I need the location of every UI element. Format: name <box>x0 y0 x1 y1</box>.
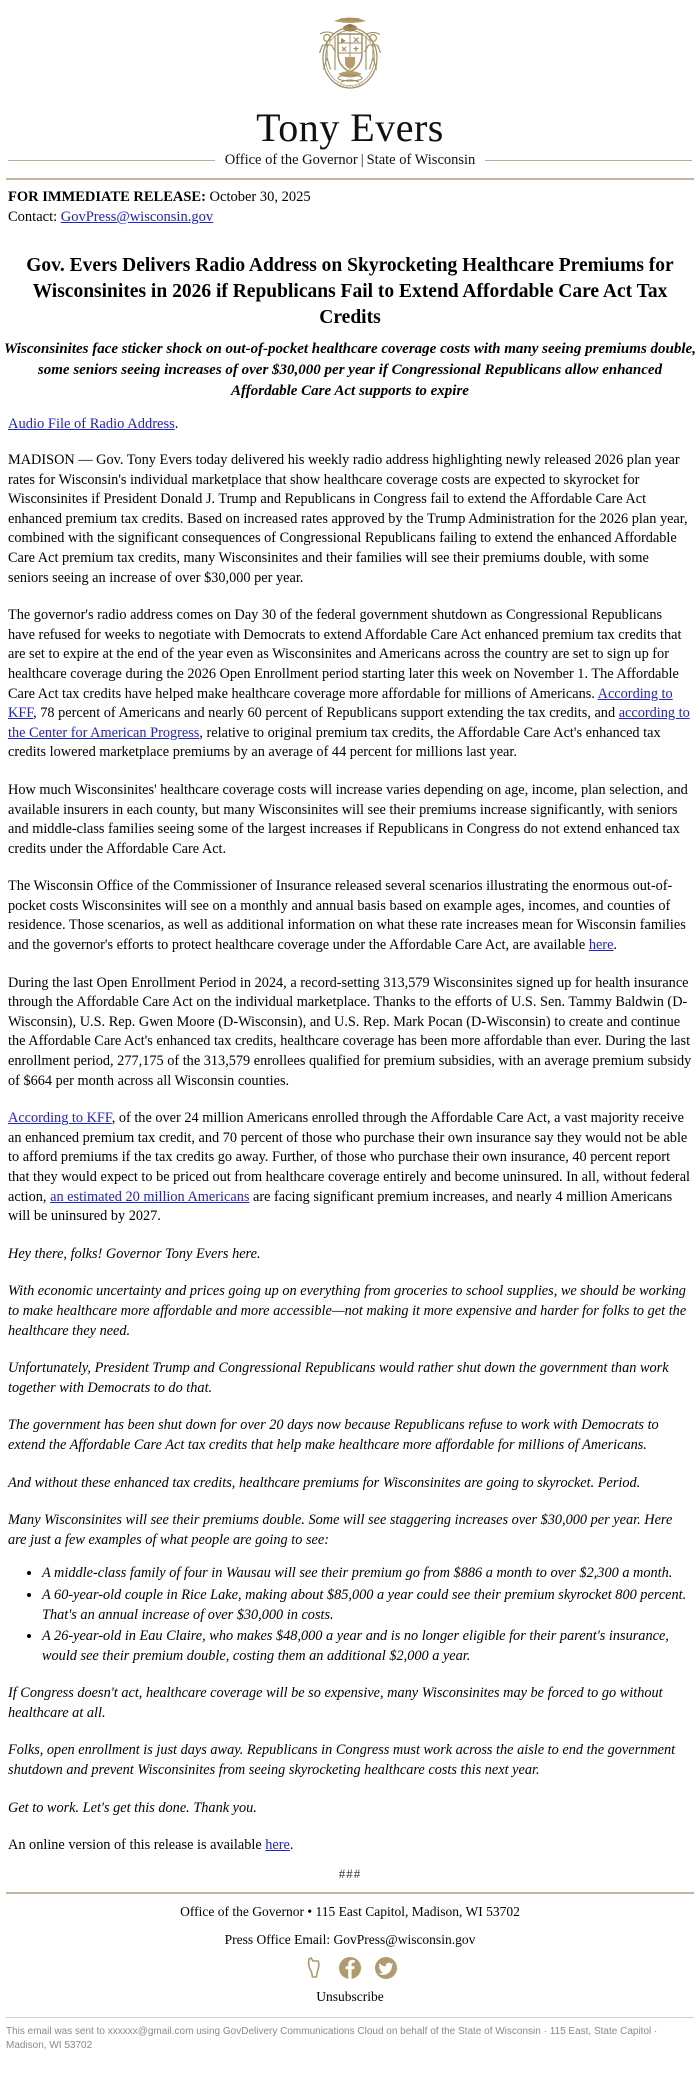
paragraph-kff-text-b: are facing significant premium increases, and nearly 4 million Americans will be uninsured by 2027. <box>8 1188 673 1225</box>
paragraph-cost-variance-text: How much Wisconsinites' healthcare coverage costs will increase varies depending on age, income, plan selection, and available insurers in each county, but many Wisconsinites will see their premiums increase significantly, with seniors and middle-class families seeing some of the largest increases if Republicans in Congress do not extend enhanced tax credits under the Affordable Care Act. <box>8 781 688 857</box>
unsubscribe-link-wrap <box>0 1989 700 2005</box>
audio-file-link[interactable]: Audio File of Radio Address <box>8 416 175 432</box>
speech-unfortunately: Unfortunately, President Trump and Congressional Republicans would rather shut down the government than work together with Democrats to do that. <box>8 1360 669 1396</box>
paragraph-shutdown-text-b: , 78 percent of Americans and nearly 60 percent of Republicans support extending the tax credits, and <box>33 705 619 722</box>
governor-name: Tony Evers <box>256 105 444 150</box>
paragraph-madison-text: MADISON — Gov. Tony Evers today delivered his weekly radio address highlighting newly released 2026 plan year rates for Wisconsin's individual marketplace that show healthcare coverage costs are expected to skyrocket for Wisconsinites if President Donald J. Trump and Republicans in Congress fail to extend the Affordable Care Act enhanced premium tax credits. Based on increased rates approved by the Trump Administration for the 2026 plan year, combined with the significant consequences of Congressional Republicans failing to extend the enhanced Affordable Care Act premium tax credits, many Wisconsinites and their families will see their premiums double, with some seniors seeing an increase of over $30,000 per year. <box>8 452 688 586</box>
masthead <box>0 0 700 180</box>
state-of-wisconsin: State of Wisconsin <box>366 152 476 168</box>
release-date-line <box>8 187 692 207</box>
paragraph-shutdown-text-a: The governor's radio address comes on Day 30 of the federal government shutdown as Congressional Republicans have refused for weeks to negotiate with Democrats to extend Affordable Care Act enhanced premium tax credits that are set to expire at the end of the year even as Wisconsinites and Americans across the country are set to sign up for healthcare coverage during the 2026 Open Enrollment period starting later this week on November 1. The Affordable Care Act tax credits have helped make healthcare coverage more affordable for millions of Americans. <box>8 607 682 702</box>
paragraph-madison <box>8 451 692 588</box>
office-of-the-governor: Office of the Governor <box>224 152 358 168</box>
speech-skyrocket: And without these enhanced tax credits, healthcare premiums for Wisconsinites are going to skyrocket. Period. <box>8 1474 641 1491</box>
list-item: • A 60-year-old couple in Rice Lake, making about $85,000 a year could see their premium skyrocket 800 percent. That's an annual increase of over $30,000 in costs. <box>42 1586 692 1625</box>
footer-press-email: Press Office Email: GovPress@wisconsin.gov <box>224 1931 476 1947</box>
speech-economic-uncertainty: With economic uncertainty and prices going up on everything from groceries to school supplies, we should be working to make healthcare more affordable and more accessible—not making it more expensive and harder for folks to get the healthcare they need. <box>8 1283 687 1339</box>
footer-address: Office of the Governor • 115 East Capitol, Madison, WI 53702 <box>180 1903 520 1919</box>
speech-open-enrollment: Folks, open enrollment is just days away. Republicans in Congress must work across the aisle to end the government shutdown and prevent Wisconsinites from seeing skyrocketing healthcare costs this next year. <box>8 1742 676 1779</box>
office-rule-row <box>0 152 700 169</box>
audio-file-line <box>8 416 692 433</box>
center-for-american-progress-link[interactable]: according to the Center for American Progress <box>8 705 690 741</box>
office-separator: | <box>360 152 364 168</box>
online-version-here-link[interactable]: here <box>265 1837 290 1854</box>
list-item: • A 26-year-old in Eau Claire, who makes $48,000 a year and is no longer eligible for their parent's insurance, would see their premium double, costing them an additional $2,000 a year. <box>42 1627 692 1666</box>
estimated-20-million-link[interactable]: an estimated 20 million Americans <box>50 1188 250 1205</box>
paragraph-oci-scenarios <box>8 877 692 955</box>
rule-left <box>8 160 215 161</box>
list-item: • A middle-class family of four in Wausau will see their premium go from $886 a month to over $2,300 a month. <box>42 1564 692 1584</box>
release-label: FOR IMMEDIATE RELEASE: <box>8 189 206 205</box>
page-title: Gov. Evers Delivers Radio Address on Skyrocketing Healthcare Premiums for Wisconsinites in 2026 if Republicans Fail to Extend Affordable Care Act Tax Credits <box>26 255 674 328</box>
release-body <box>0 416 700 1856</box>
paragraph-shutdown <box>8 606 692 763</box>
fine-print: This email was sent to xxxxxx@gmail.com using GovDelivery Communications Cloud on behalf of the State of Wisconsin · 115 East, State Capitol · Madison, WI 53702 <box>6 2025 658 2051</box>
wisconsin-outline-icon[interactable] <box>301 1955 327 1981</box>
paragraph-shutdown-text-c: , relative to original premium tax credits, the Affordable Care Act's enhanced tax credits lowered marketplace premiums by an average of 44 percent for millions last year. <box>8 724 661 761</box>
paragraph-oci-text-a: The Wisconsin Office of the Commissioner of Insurance released several scenarios illustrating the enormous out-of-pocket costs Wisconsinites will see on a monthly and annual basis based on example ages, incomes, and counties of residence. Those scenarios, as well as additional information on what these rate increases mean for Wisconsin families and the governor's efforts to protect healthcare coverage under the Affordable Care Act, are available <box>8 878 686 954</box>
social-links <box>0 1955 700 1981</box>
wisconsin-state-seal-icon <box>308 12 392 104</box>
speech-examples-list <box>8 1564 692 1666</box>
contact-email-link[interactable]: GovPress@wisconsin.gov <box>60 209 214 225</box>
paragraph-oci-text-b: . <box>613 937 617 954</box>
kff-link-2[interactable]: According to KFF <box>8 1110 112 1127</box>
online-version-text-a: An online version of this release is available <box>8 1837 266 1854</box>
speech-shutdown-days: The government has been shut down for over 20 days now because Republicans refuse to work with Democrats to extend the Affordable Care Act tax credits that help make healthcare more affordable for millions of Americans. <box>8 1417 659 1453</box>
release-date: October 30, 2025 <box>209 189 311 205</box>
end-marker: ### <box>338 1865 362 1881</box>
paragraph-kff-national <box>8 1109 692 1227</box>
twitter-icon[interactable] <box>373 1955 399 1981</box>
svg-text:FORWARD: FORWARD <box>340 17 360 22</box>
release-meta <box>0 180 700 227</box>
scenarios-here-link[interactable]: here <box>588 937 614 954</box>
speech-examples-intro: Many Wisconsinites will see their premiums double. Some will see staggering increases over $30,000 per year. Here are just a few examples of what people are going to see: <box>8 1512 673 1548</box>
paragraph-cost-variance <box>8 781 692 859</box>
audio-line-period: . <box>174 416 179 432</box>
contact-line <box>8 207 692 227</box>
kff-link-1[interactable]: According to KFF <box>8 685 673 722</box>
speech-if-congress: If Congress doesn't act, healthcare coverage will be so expensive, many Wisconsinites may be forced to go without healthcare at all. <box>8 1685 663 1721</box>
online-version-text-b: . <box>289 1837 294 1854</box>
contact-label: Contact: <box>8 209 58 225</box>
paragraph-enrollment <box>8 974 692 1092</box>
subheadline: Wisconsinites face sticker shock on out-of-pocket healthcare coverage costs with many seeing premiums double, some seniors seeing increases of over $30,000 per year if Congressional Republicans allow enhanced Affordable Care Act supports to expire <box>4 341 696 399</box>
paragraph-kff-text-a: , of the over 24 million Americans enrolled through the Affordable Care Act, a vast majority receive an enhanced premium tax credit, and 70 percent of those who purchase their own insurance say they would not be able to afford premiums if the tax credits go away. Further, of those who purchase their own insurance, 40 percent report that they would expect to be priced out from healthcare coverage entirely and become uninsured. In all, without federal action, <box>8 1110 691 1205</box>
office-line <box>225 152 476 169</box>
speech-closing: Get to work. Let's get this done. Thank you. <box>8 1799 257 1816</box>
rule-right <box>485 160 692 161</box>
unsubscribe-link[interactable]: Unsubscribe <box>316 1988 384 2004</box>
paragraph-enrollment-text: During the last Open Enrollment Period in 2024, a record-setting 313,579 Wisconsinites signed up for health insurance through the Affordable Care Act on the individual marketplace. Thanks to the efforts of U.S. Sen. Tammy Baldwin (D-Wisconsin), U.S. Rep. Gwen Moore (D-Wisconsin), and U.S. Rep. Mark Pocan (D-Wisconsin) to create and continue the Affordable Care Act's enhanced tax credits, healthcare coverage has been more affordable than ever. During the last enrollment period, 277,175 of the 313,579 enrollees qualified for premium subsidies, with an average premium subsidy of $664 per month across all Wisconsin counties. <box>8 974 692 1089</box>
speech-greeting: Hey there, folks! Governor Tony Evers here. <box>8 1245 261 1262</box>
facebook-icon[interactable] <box>337 1955 363 1981</box>
online-version-line <box>8 1836 692 1856</box>
